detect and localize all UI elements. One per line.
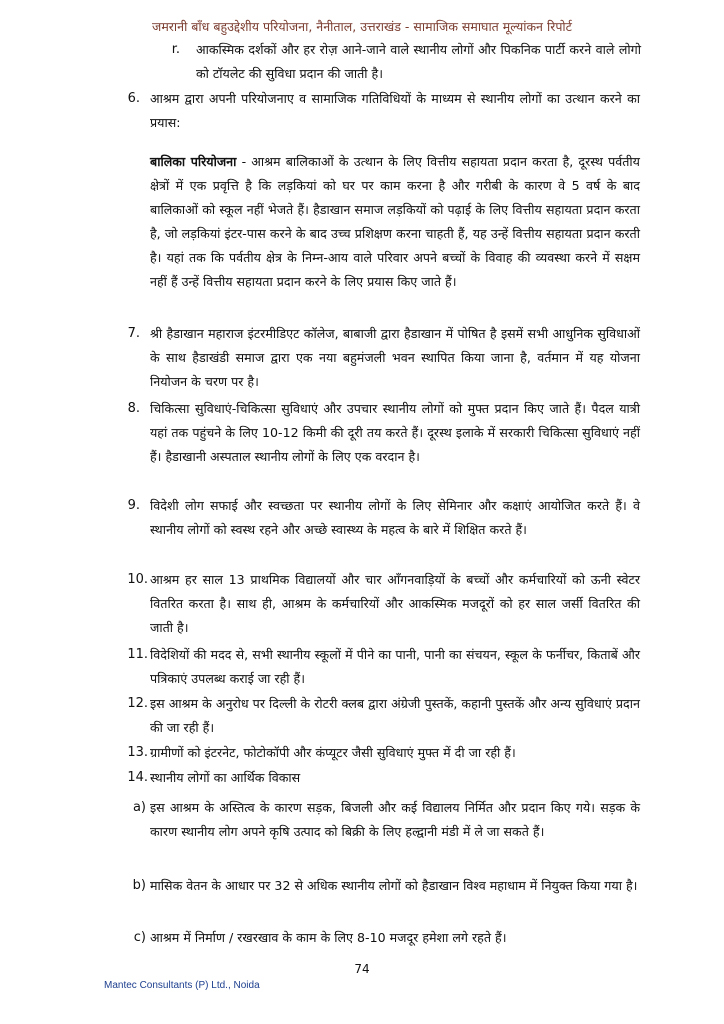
balika-paragraph <box>150 150 640 294</box>
item-text: विदेशियों की मदद से, सभी स्थानीय स्कूलों में पीने का पानी, पानी का संचयन, स्कूल के फर्नीचर, किताबें और पत्रिकाएं उपलब्ध कराई जा रही हैं। <box>150 647 640 686</box>
item-text: स्थानीय लोगों का आर्थिक विकास <box>150 770 301 785</box>
item-number: a) <box>132 800 146 815</box>
item-number: 8. <box>127 401 140 416</box>
item-number: 11. <box>127 647 148 662</box>
item-number: c) <box>133 930 146 945</box>
footer-company: Mantec Consultants (P) Ltd., Noida <box>104 980 260 991</box>
item-number: 9. <box>127 498 140 513</box>
item-number: 13. <box>127 745 148 760</box>
item-number: b) <box>132 878 146 893</box>
item-number: 14. <box>127 770 148 785</box>
balika-heading: बालिका परियोजना <box>150 154 237 169</box>
item-text: विदेशी लोग सफाई और स्वच्छता पर स्थानीय लोगों के लिए सेमिनार और कक्षाएं आयोजित करते हैं। वे स्थानीय लोगों को स्वस्थ रहने और अच्छे स्वास्थ्य के महत्व के बारे में शिक्षित करते हैं। <box>150 498 640 537</box>
item-text: इस आश्रम के अनुरोध पर दिल्ली के रोटरी क्लब द्वारा अंग्रेजी पुस्तकें, कहानी पुस्तकें और अन्य सुविधाएं प्रदान की जा रही हैं। <box>150 696 640 735</box>
item-text: आश्रम हर साल 13 प्राथमिक विद्यालयों और चार आँगनवाड़ियों के बच्चों और कर्मचारियों को ऊनी स्वेटर वितरित करता है। साथ ही, आश्रम के कर्मचारियों और आकस्मिक मजदूरों को हर साल जर्सी वितरित की जाती है। <box>150 572 640 635</box>
item-text: चिकित्सा सुविधाएं-चिकित्सा सुविधाएं और उपचार स्थानीय लोगों को मुफ्त प्रदान किए जाते हैं। पैदल यात्री यहां तक पहुंचने के लिए 10-12 किमी की दूरी तय करते हैं। दूरस्थ इलाके में सरकारी चिकित्सा सुविधाएं नहीं हैं। हैडाखानी अस्पताल स्थानीय लोगों के लिए एक वरदान है। <box>150 401 640 464</box>
item-text: श्री हैडाखान महाराज इंटरमीडिएट कॉलेज, बाबाजी द्वारा हैडाखान में पोषित है इसमें सभी आधुनिक सुविधाओं के साथ हैडाखंडी समाज द्वारा एक नया बहुमंजली भवन स्थापित किया जाना है, वर्तमान में यह योजना नियोजन के चरण पर है। <box>150 326 640 389</box>
page-number: 74 <box>354 962 370 976</box>
item-text: आश्रम में निर्माण / रखरखाव के काम के लिए 8-10 मजदूर हमेशा लगे रहते हैं। <box>150 930 507 945</box>
item-text: मासिक वेतन के आधार पर 32 से अधिक स्थानीय लोगों को हैडाखान विश्व महाधाम में नियुक्त किया गया है। <box>150 878 638 893</box>
item-number: 10. <box>127 572 148 587</box>
item-number: 6. <box>127 91 140 106</box>
item-text: आश्रम द्वारा अपनी परियोजनाए व सामाजिक गतिविधियों के माध्यम से स्थानीय लोगों का उत्थान करने का प्रयास: <box>150 91 640 130</box>
item-number: 12. <box>127 696 148 711</box>
item-number: 7. <box>127 326 140 341</box>
item-text: ग्रामीणों को इंटरनेट, फोटोकॉपी और कंप्यूटर जैसी सुविधाएं मुफ्त में दी जा रही हैं। <box>150 745 516 760</box>
item-text: इस आश्रम के अस्तित्व के कारण सड़क, बिजली और कई विद्यालय निर्मित और प्रदान किए गये। सड़क के कारण स्थानीय लोग अपने कृषि उत्पाद को बिक्री के लिए हल्द्वानी मंडी में ले जा सकते हैं। <box>150 800 640 839</box>
balika-text: - आश्रम बालिकाओं के उत्थान के लिए वित्तीय सहायता प्रदान करता है, दूरस्थ पर्वतीय क्षेत्रों में एक प्रवृत्ति है कि लड़कियां को घर पर काम करना है और गरीबी के कारण वे 5 वर्ष के बाद बालिकाओं को स्कूल नहीं भेजते हैं। हैडाखान समाज लड़कियों को पढ़ाई के लिए वित्तीय सहायता प्रदान करता है, जो लड़कियां इंटर-पास करने के बाद उच्च प्रशिक्षण करना चाहती हैं, यह उन्हें वित्तीय सहायता प्रदान करती है। यहां तक कि पर्वतीय क्षेत्र के निम्न-आय वाले परिवार अपने बच्चों के विवाह की व्यवस्था करने में सक्षम नहीं हैं उन्हें वित्तीय सहायता प्रदान करने के लिए प्रयास किए जाते हैं। <box>150 154 640 289</box>
page-header-title: जमरानी बाँध बहुउद्देशीय परियोजना, नैनीताल, उत्तराखंड - सामाजिक समाघात मूल्यांकन रिपोर्ट <box>152 19 572 34</box>
item-text: आकस्मिक दर्शकों और हर रोज़ आने-जाने वाले स्थानीय लोगों और पिकनिक पार्टी करने वाले लोगो को टॉयलेट की सुविधा प्रदान की जाती है। <box>196 42 641 81</box>
item-number: r. <box>171 42 180 57</box>
